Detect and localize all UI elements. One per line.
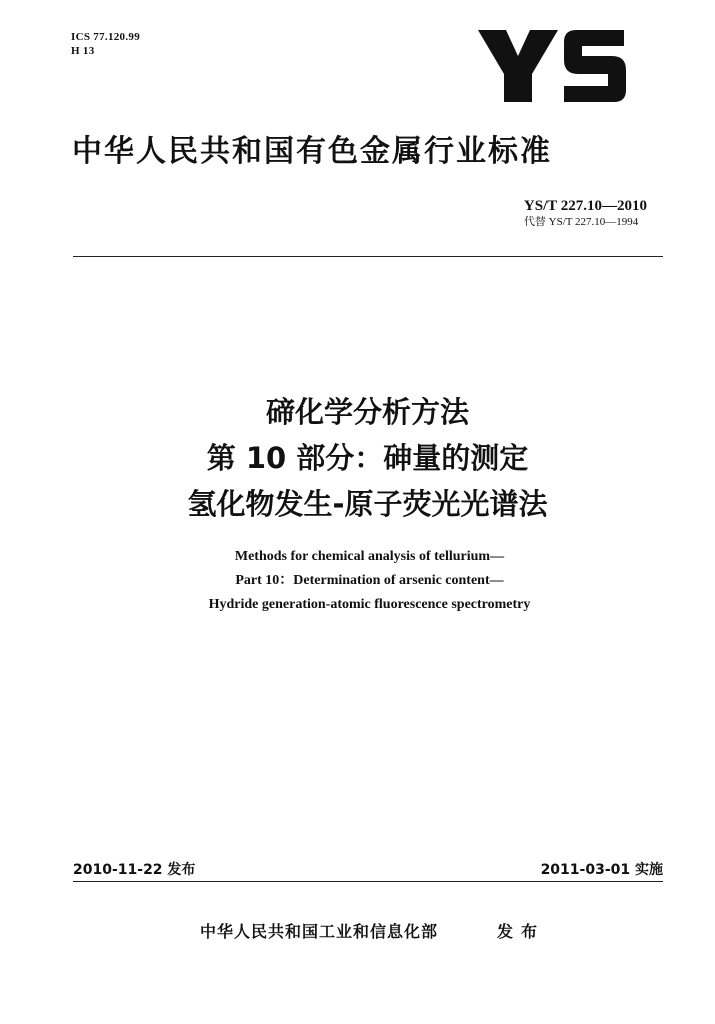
replaces-standard: 代替 YS/T 227.10—1994 <box>523 216 639 228</box>
organization-title: 中华人民共和国有色金属行业标准 <box>72 134 552 169</box>
ys-logo <box>478 30 628 112</box>
ics-code: ICS 77.120.99 <box>71 31 140 43</box>
ccs-code: H 13 <box>71 45 95 57</box>
standard-code: YS/T 227.10—2010 <box>523 198 647 214</box>
top-divider <box>73 256 663 257</box>
bottom-divider <box>73 881 663 882</box>
title-en-line3: Hydride generation-atomic fluorescence spectrometry <box>208 597 531 612</box>
title-cn-line2: 第 10 部分：砷量的测定 <box>206 441 529 475</box>
title-cn-line1: 碲化学分析方法 <box>265 395 469 429</box>
publish-label: 发布 <box>497 922 546 941</box>
issue-date: 2010-11-22 发布 <box>73 862 196 878</box>
implementation-date: 2011-03-01 实施 <box>540 862 663 878</box>
title-en-line1: Methods for chemical analysis of tellurium— <box>234 549 505 564</box>
standard-number-block <box>524 198 647 230</box>
title-cn-line3: 氢化物发生-原子荧光光谱法 <box>187 487 548 521</box>
issuing-authority: 中华人民共和国工业和信息化部 <box>200 922 439 941</box>
title-en-line2: Part 10：Determination of arsenic content— <box>235 573 504 588</box>
classification-codes <box>71 30 140 58</box>
